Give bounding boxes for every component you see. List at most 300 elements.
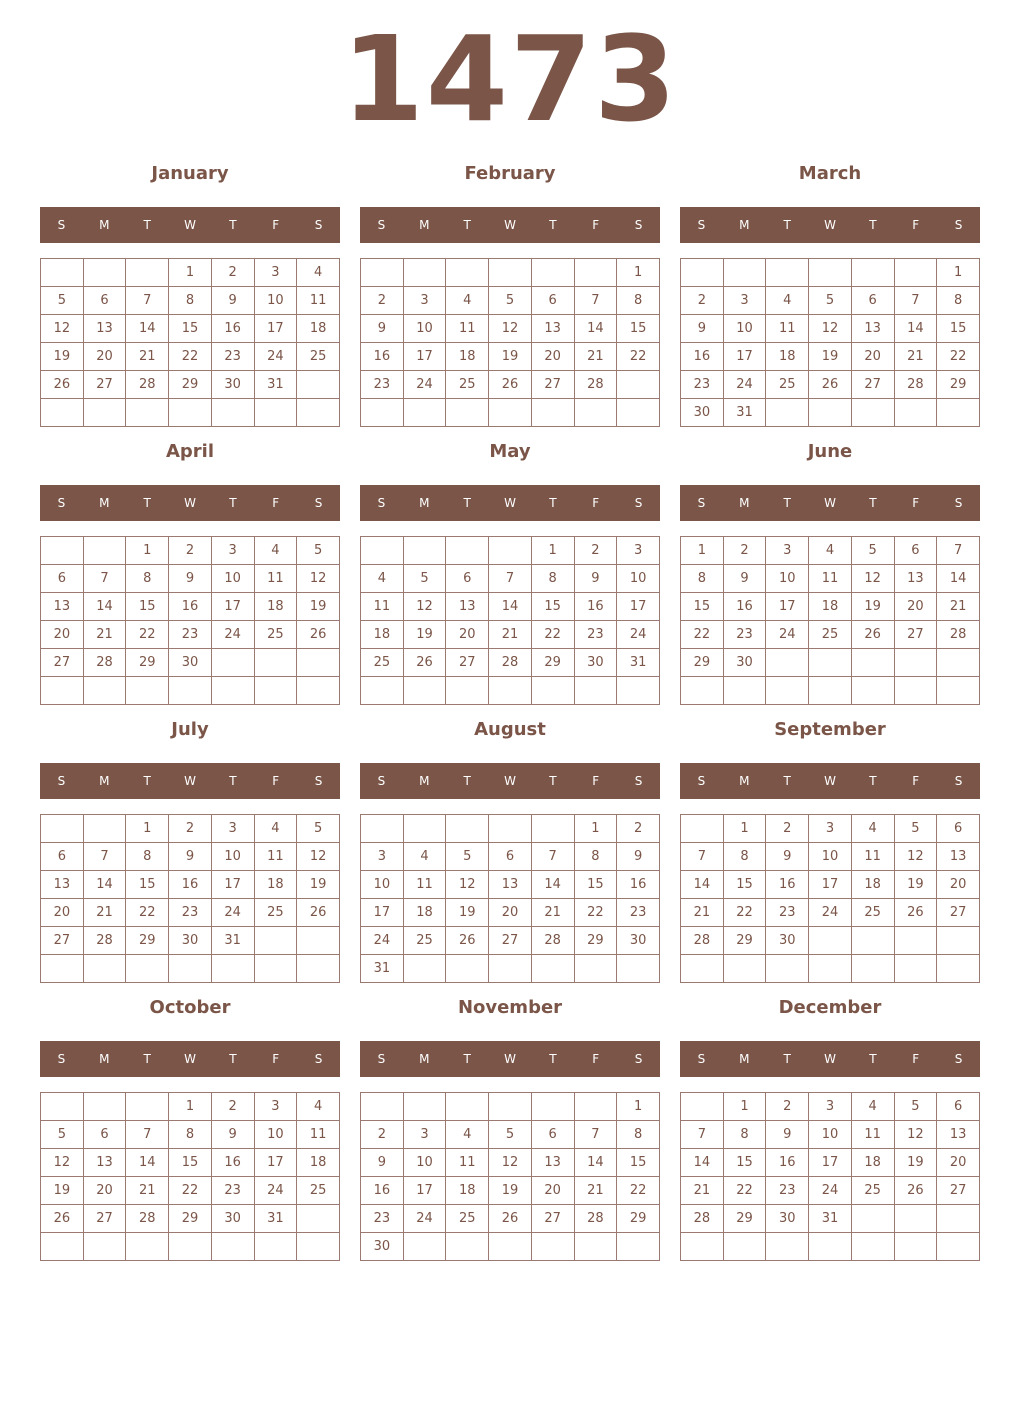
day-cell: 26	[489, 371, 532, 399]
empty-cell	[41, 537, 84, 565]
empty-cell	[403, 1093, 446, 1121]
weekday-label: F	[272, 774, 280, 788]
day-cell: 10	[361, 871, 404, 899]
day-cell: 21	[83, 621, 126, 649]
empty-cell	[531, 1093, 574, 1121]
empty-cell	[531, 955, 574, 983]
day-cell: 3	[617, 537, 660, 565]
weekday-label: T	[463, 496, 471, 510]
week-row	[361, 399, 660, 427]
day-cell: 10	[403, 315, 446, 343]
day-cell: 15	[723, 871, 766, 899]
week-row	[41, 1121, 340, 1149]
day-cell: 16	[361, 343, 404, 371]
day-cell: 29	[126, 649, 169, 677]
day-cell: 5	[41, 1121, 84, 1149]
weekday-label: F	[912, 218, 920, 232]
weekday-label: W	[824, 218, 836, 232]
day-cell: 14	[894, 315, 937, 343]
year-title: 1473	[341, 10, 679, 148]
empty-cell	[681, 1233, 724, 1261]
week-row	[41, 621, 340, 649]
empty-cell	[41, 955, 84, 983]
weekday-label: S	[377, 774, 386, 788]
month-name: January	[151, 163, 229, 184]
empty-cell	[809, 1233, 852, 1261]
week-row	[41, 871, 340, 899]
weekday-label: M	[739, 218, 750, 232]
day-cell: 6	[531, 1121, 574, 1149]
empty-cell	[894, 259, 937, 287]
weekday-label: F	[272, 218, 280, 232]
day-cell: 22	[681, 621, 724, 649]
week-row	[361, 315, 660, 343]
day-cell: 28	[126, 1205, 169, 1233]
week-row	[681, 1093, 980, 1121]
month-name: May	[489, 441, 531, 462]
empty-cell	[809, 259, 852, 287]
day-cell: 17	[809, 871, 852, 899]
month-name: September	[774, 719, 886, 740]
weekday-label: S	[954, 496, 963, 510]
weekday-label: F	[272, 1052, 280, 1066]
month-name: December	[778, 997, 882, 1018]
day-cell: 18	[851, 1149, 894, 1177]
day-cell: 3	[211, 815, 254, 843]
day-cell: 1	[169, 259, 212, 287]
day-cell: 29	[937, 371, 980, 399]
empty-cell	[937, 677, 980, 705]
day-cell: 21	[126, 343, 169, 371]
day-cell: 1	[681, 537, 724, 565]
day-cell: 29	[617, 1205, 660, 1233]
weekday-label: T	[229, 774, 237, 788]
day-cell: 19	[894, 871, 937, 899]
day-cell: 13	[83, 315, 126, 343]
week-row	[361, 815, 660, 843]
empty-cell	[574, 399, 617, 427]
empty-cell	[937, 399, 980, 427]
weekday-label: S	[314, 774, 323, 788]
weekday-label: S	[314, 496, 323, 510]
day-cell: 9	[617, 843, 660, 871]
week-row	[361, 649, 660, 677]
week-row	[681, 287, 980, 315]
day-cell: 30	[211, 1205, 254, 1233]
weekday-label: W	[184, 774, 196, 788]
weekday-label: S	[634, 218, 643, 232]
empty-cell	[446, 677, 489, 705]
weekday-header	[680, 485, 980, 521]
day-cell: 8	[574, 843, 617, 871]
day-cell: 30	[766, 1205, 809, 1233]
empty-cell	[41, 815, 84, 843]
day-cell: 30	[723, 649, 766, 677]
weekday-label: F	[592, 774, 600, 788]
day-cell: 26	[894, 1177, 937, 1205]
month-name: June	[807, 441, 853, 462]
day-cell: 22	[531, 621, 574, 649]
weekday-label: M	[99, 774, 110, 788]
empty-cell	[446, 1233, 489, 1261]
day-cell: 18	[766, 343, 809, 371]
day-cell: 24	[403, 1205, 446, 1233]
day-cell: 21	[681, 899, 724, 927]
day-cell: 7	[937, 537, 980, 565]
day-cell: 2	[169, 815, 212, 843]
day-cell: 18	[403, 899, 446, 927]
empty-cell	[361, 537, 404, 565]
empty-cell	[489, 259, 532, 287]
day-cell: 26	[809, 371, 852, 399]
day-cell: 7	[489, 565, 532, 593]
day-cell: 9	[361, 1149, 404, 1177]
weekday-label: T	[463, 1052, 471, 1066]
day-cell: 22	[723, 1177, 766, 1205]
day-cell: 6	[894, 537, 937, 565]
day-cell: 24	[403, 371, 446, 399]
weekday-label: S	[954, 218, 963, 232]
day-cell: 4	[446, 287, 489, 315]
empty-cell	[489, 1233, 532, 1261]
day-cell: 22	[723, 899, 766, 927]
day-cell: 27	[83, 371, 126, 399]
week-row	[681, 621, 980, 649]
day-cell: 7	[83, 565, 126, 593]
day-cell: 23	[681, 371, 724, 399]
day-cell: 23	[574, 621, 617, 649]
day-cell: 31	[617, 649, 660, 677]
day-cell: 16	[169, 871, 212, 899]
weekday-label: T	[229, 496, 237, 510]
day-cell: 12	[403, 593, 446, 621]
weekday-label: M	[419, 774, 430, 788]
day-cell: 24	[617, 621, 660, 649]
empty-cell	[297, 1233, 340, 1261]
day-cell: 21	[894, 343, 937, 371]
day-cell: 20	[894, 593, 937, 621]
empty-cell	[617, 1233, 660, 1261]
day-cell: 28	[574, 371, 617, 399]
day-cell: 28	[83, 649, 126, 677]
day-cell: 4	[254, 537, 297, 565]
day-cell: 13	[531, 315, 574, 343]
day-cell: 3	[403, 287, 446, 315]
day-cell: 17	[403, 1177, 446, 1205]
day-cell: 21	[681, 1177, 724, 1205]
day-cell: 6	[41, 843, 84, 871]
day-cell: 27	[83, 1205, 126, 1233]
empty-cell	[41, 259, 84, 287]
weekday-label: T	[549, 1052, 557, 1066]
day-cell: 19	[446, 899, 489, 927]
day-cell: 14	[574, 1149, 617, 1177]
day-cell: 27	[937, 1177, 980, 1205]
empty-cell	[126, 259, 169, 287]
day-cell: 31	[809, 1205, 852, 1233]
day-grid	[360, 814, 660, 983]
empty-cell	[937, 955, 980, 983]
weekday-label: S	[57, 774, 66, 788]
empty-cell	[851, 399, 894, 427]
empty-cell	[574, 955, 617, 983]
day-cell: 26	[403, 649, 446, 677]
day-cell: 20	[489, 899, 532, 927]
day-cell: 22	[169, 1177, 212, 1205]
empty-cell	[489, 815, 532, 843]
weekday-label: S	[377, 218, 386, 232]
day-cell: 9	[766, 1121, 809, 1149]
empty-cell	[446, 399, 489, 427]
week-row	[361, 537, 660, 565]
day-cell: 10	[403, 1149, 446, 1177]
week-row	[41, 955, 340, 983]
day-cell: 15	[617, 1149, 660, 1177]
day-cell: 9	[169, 565, 212, 593]
day-cell: 23	[766, 1177, 809, 1205]
weekday-label: T	[549, 496, 557, 510]
empty-cell	[169, 399, 212, 427]
empty-cell	[574, 1233, 617, 1261]
day-cell: 5	[41, 287, 84, 315]
day-cell: 28	[531, 927, 574, 955]
day-cell: 4	[403, 843, 446, 871]
empty-cell	[83, 677, 126, 705]
empty-cell	[766, 677, 809, 705]
day-cell: 25	[297, 343, 340, 371]
day-cell: 8	[169, 287, 212, 315]
day-cell: 2	[766, 1093, 809, 1121]
day-cell: 2	[617, 815, 660, 843]
empty-cell	[126, 1093, 169, 1121]
day-cell: 16	[211, 1149, 254, 1177]
day-cell: 11	[254, 565, 297, 593]
day-cell: 29	[723, 1205, 766, 1233]
week-row	[681, 371, 980, 399]
day-cell: 14	[126, 1149, 169, 1177]
day-cell: 11	[361, 593, 404, 621]
day-cell: 3	[361, 843, 404, 871]
empty-cell	[809, 399, 852, 427]
empty-cell	[894, 399, 937, 427]
day-cell: 11	[851, 843, 894, 871]
weekday-label: T	[549, 218, 557, 232]
weekday-label: T	[869, 1052, 877, 1066]
empty-cell	[681, 677, 724, 705]
empty-cell	[809, 927, 852, 955]
empty-cell	[126, 677, 169, 705]
week-row	[681, 843, 980, 871]
day-cell: 4	[446, 1121, 489, 1149]
week-row	[681, 1233, 980, 1261]
day-cell: 10	[723, 315, 766, 343]
day-cell: 8	[681, 565, 724, 593]
day-cell: 15	[723, 1149, 766, 1177]
week-row	[361, 927, 660, 955]
day-cell: 15	[169, 315, 212, 343]
day-cell: 1	[126, 537, 169, 565]
day-cell: 30	[681, 399, 724, 427]
empty-cell	[851, 1233, 894, 1261]
weekday-label: S	[57, 1052, 66, 1066]
week-row	[681, 593, 980, 621]
empty-cell	[894, 649, 937, 677]
month-name: October	[149, 997, 231, 1018]
week-row	[361, 1205, 660, 1233]
day-cell: 29	[723, 927, 766, 955]
weekday-label: F	[592, 218, 600, 232]
weekday-label: M	[739, 496, 750, 510]
day-cell: 9	[574, 565, 617, 593]
week-row	[361, 1177, 660, 1205]
empty-cell	[211, 1233, 254, 1261]
empty-cell	[723, 259, 766, 287]
day-cell: 27	[894, 621, 937, 649]
empty-cell	[937, 927, 980, 955]
empty-cell	[403, 955, 446, 983]
empty-cell	[809, 955, 852, 983]
empty-cell	[361, 1093, 404, 1121]
day-cell: 11	[254, 843, 297, 871]
day-cell: 14	[531, 871, 574, 899]
empty-cell	[489, 1093, 532, 1121]
week-row	[41, 593, 340, 621]
day-cell: 2	[361, 287, 404, 315]
day-cell: 21	[574, 343, 617, 371]
day-cell: 27	[937, 899, 980, 927]
empty-cell	[403, 677, 446, 705]
month-name: November	[457, 997, 563, 1018]
day-cell: 1	[937, 259, 980, 287]
day-cell: 11	[297, 1121, 340, 1149]
day-cell: 22	[937, 343, 980, 371]
empty-cell	[403, 537, 446, 565]
day-cell: 17	[617, 593, 660, 621]
day-cell: 15	[937, 315, 980, 343]
day-grid	[680, 536, 980, 705]
day-cell: 8	[617, 287, 660, 315]
weekday-label: W	[504, 1052, 516, 1066]
day-cell: 17	[766, 593, 809, 621]
weekday-label: W	[184, 218, 196, 232]
day-cell: 30	[617, 927, 660, 955]
empty-cell	[446, 537, 489, 565]
day-cell: 15	[617, 315, 660, 343]
day-cell: 14	[681, 871, 724, 899]
day-cell: 3	[809, 1093, 852, 1121]
day-cell: 23	[361, 1205, 404, 1233]
day-cell: 2	[766, 815, 809, 843]
day-cell: 15	[531, 593, 574, 621]
day-cell: 22	[126, 899, 169, 927]
day-cell: 1	[617, 259, 660, 287]
empty-cell	[851, 927, 894, 955]
day-cell: 12	[297, 843, 340, 871]
day-cell: 9	[681, 315, 724, 343]
empty-cell	[723, 677, 766, 705]
day-cell: 26	[41, 371, 84, 399]
empty-cell	[851, 677, 894, 705]
weekday-header	[40, 207, 340, 243]
day-cell: 3	[723, 287, 766, 315]
empty-cell	[766, 399, 809, 427]
empty-cell	[617, 955, 660, 983]
day-cell: 10	[617, 565, 660, 593]
empty-cell	[211, 649, 254, 677]
day-cell: 5	[489, 287, 532, 315]
weekday-label: F	[912, 1052, 920, 1066]
weekday-header	[680, 207, 980, 243]
weekday-label: S	[634, 496, 643, 510]
empty-cell	[894, 927, 937, 955]
day-cell: 9	[766, 843, 809, 871]
day-cell: 23	[361, 371, 404, 399]
day-cell: 9	[211, 1121, 254, 1149]
day-cell: 7	[126, 1121, 169, 1149]
day-cell: 5	[297, 815, 340, 843]
day-cell: 24	[211, 621, 254, 649]
day-cell: 22	[126, 621, 169, 649]
empty-cell	[723, 1233, 766, 1261]
day-cell: 1	[169, 1093, 212, 1121]
day-cell: 23	[766, 899, 809, 927]
day-cell: 22	[574, 899, 617, 927]
day-cell: 18	[809, 593, 852, 621]
month-name: April	[165, 441, 215, 462]
day-cell: 7	[531, 843, 574, 871]
day-cell: 6	[937, 815, 980, 843]
day-grid	[360, 258, 660, 427]
week-row	[41, 1233, 340, 1261]
day-cell: 9	[169, 843, 212, 871]
day-cell: 12	[446, 871, 489, 899]
empty-cell	[851, 649, 894, 677]
empty-cell	[297, 955, 340, 983]
day-cell: 30	[211, 371, 254, 399]
weekday-label: W	[504, 496, 516, 510]
empty-cell	[403, 1233, 446, 1261]
day-cell: 2	[211, 1093, 254, 1121]
day-cell: 5	[894, 1093, 937, 1121]
day-cell: 29	[169, 371, 212, 399]
day-cell: 26	[851, 621, 894, 649]
day-cell: 18	[446, 1177, 489, 1205]
day-cell: 25	[297, 1177, 340, 1205]
weekday-label: W	[824, 496, 836, 510]
day-cell: 1	[723, 815, 766, 843]
day-cell: 12	[41, 315, 84, 343]
empty-cell	[617, 399, 660, 427]
week-row	[681, 343, 980, 371]
week-row	[41, 677, 340, 705]
weekday-label: M	[739, 774, 750, 788]
day-cell: 6	[83, 1121, 126, 1149]
day-cell: 13	[489, 871, 532, 899]
week-row	[41, 537, 340, 565]
day-cell: 21	[83, 899, 126, 927]
empty-cell	[681, 815, 724, 843]
day-cell: 26	[297, 899, 340, 927]
weekday-label: S	[634, 774, 643, 788]
empty-cell	[574, 1093, 617, 1121]
day-cell: 11	[809, 565, 852, 593]
day-cell: 17	[403, 343, 446, 371]
day-cell: 5	[851, 537, 894, 565]
day-cell: 11	[446, 315, 489, 343]
day-cell: 6	[937, 1093, 980, 1121]
day-cell: 2	[681, 287, 724, 315]
empty-cell	[894, 955, 937, 983]
